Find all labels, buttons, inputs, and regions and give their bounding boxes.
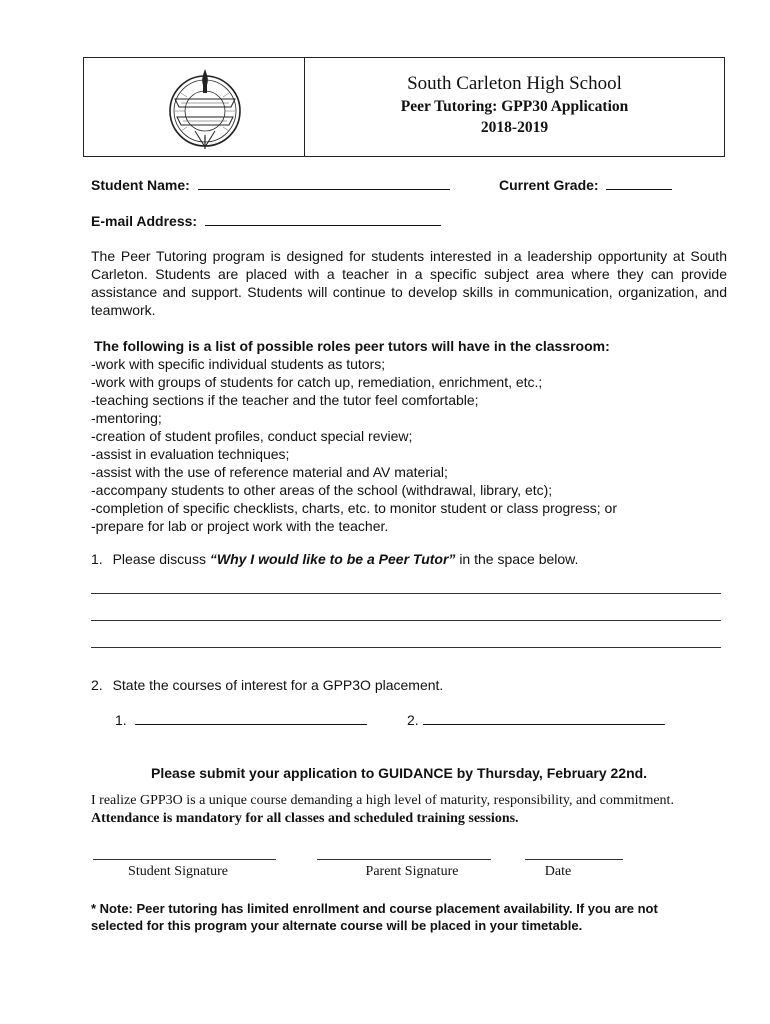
parent-signature-label: Parent Signature <box>365 864 459 879</box>
course-1-field[interactable] <box>135 711 367 725</box>
role-item: -assist with the use of reference material and AV material; <box>91 464 448 480</box>
role-item: -assist in evaluation techniques; <box>91 446 290 462</box>
school-crest-logo <box>161 65 249 153</box>
role-item: -completion of specific checklists, charts, etc. to monitor student or class progress; or <box>91 500 617 516</box>
header-text <box>305 58 724 137</box>
current-grade-field[interactable] <box>606 176 672 190</box>
commitment-statement: I realize GPP3O is a unique course demanding a high level of maturity, responsibility, and commitment. <box>91 793 674 808</box>
role-item: -work with groups of students for catch up, remediation, enrichment, etc.; <box>91 374 543 390</box>
course-2-field[interactable] <box>423 711 665 725</box>
student-name-field[interactable] <box>198 176 450 190</box>
role-item: -mentoring; <box>91 410 162 426</box>
email-label: E-mail Address: <box>91 213 198 229</box>
attendance-statement: Attendance is mandatory for all classes and scheduled training sessions. <box>91 811 519 826</box>
role-item: -prepare for lab or project work with the teacher. <box>91 518 389 534</box>
answer-line-3[interactable] <box>91 647 721 648</box>
enrollment-note <box>91 900 731 934</box>
current-grade-label: Current Grade: <box>499 177 599 193</box>
answer-line-1[interactable] <box>91 593 721 594</box>
student-signature-label: Student Signature <box>128 864 228 879</box>
current-grade-row <box>499 176 672 193</box>
answer-line-2[interactable] <box>91 620 721 621</box>
role-item: -accompany students to other areas of the school (withdrawal, library, etc); <box>91 482 553 498</box>
role-item: -teaching sections if the teacher and the tutor feel comfortable; <box>91 392 479 408</box>
student-signature-line[interactable] <box>93 859 276 860</box>
question-1-suffix: in the space below. <box>459 551 579 567</box>
program-description: The Peer Tutoring program is designed for students interested in a leadership opportunity at South Carleton. Students are placed with a teacher in a specific subject area where they can provide assistance and support. Students will continue to develop skills in communication, organization, and teamwork. <box>91 248 727 318</box>
role-item: -work with specific individual students as tutors; <box>91 356 386 372</box>
roles-list <box>91 337 731 535</box>
note-line-2: selected for this program your alternate course will be placed in your timetable. <box>91 918 583 933</box>
header-box <box>83 57 725 157</box>
roles-heading: The following is a list of possible roles peer tutors will have in the classroom: <box>94 338 610 354</box>
email-field[interactable] <box>205 212 441 226</box>
question-2-text: State the courses of interest for a GPP3O placement. <box>112 677 444 693</box>
role-item: -creation of student profiles, conduct special review; <box>91 428 413 444</box>
student-name-row <box>91 176 450 193</box>
course-2-row <box>407 711 665 728</box>
email-row <box>91 212 441 229</box>
student-name-label: Student Name: <box>91 177 190 193</box>
date-line[interactable] <box>525 859 623 860</box>
school-name: South Carleton High School <box>407 73 622 94</box>
question-2-number: 2. <box>91 677 103 693</box>
question-1-emphasis: “Why I would like to be a Peer Tutor” <box>209 551 456 567</box>
question-1 <box>91 551 578 567</box>
question-2 <box>91 677 443 693</box>
school-year: 2018-2019 <box>480 119 549 136</box>
note-line-1: * Note: Peer tutoring has limited enrollment and course placement availability. If you are not <box>91 901 658 916</box>
question-1-number: 1. <box>91 551 103 567</box>
question-1-prefix: Please discuss <box>112 551 206 567</box>
application-title: Peer Tutoring: GPP30 Application <box>400 98 629 115</box>
course-1-row <box>115 711 367 728</box>
parent-signature-line[interactable] <box>317 859 491 860</box>
course-2-label: 2. <box>407 712 419 728</box>
course-1-label: 1. <box>115 712 127 728</box>
date-label: Date <box>544 864 572 879</box>
submit-notice: Please submit your application to GUIDANCE by Thursday, February 22nd. <box>151 765 648 781</box>
